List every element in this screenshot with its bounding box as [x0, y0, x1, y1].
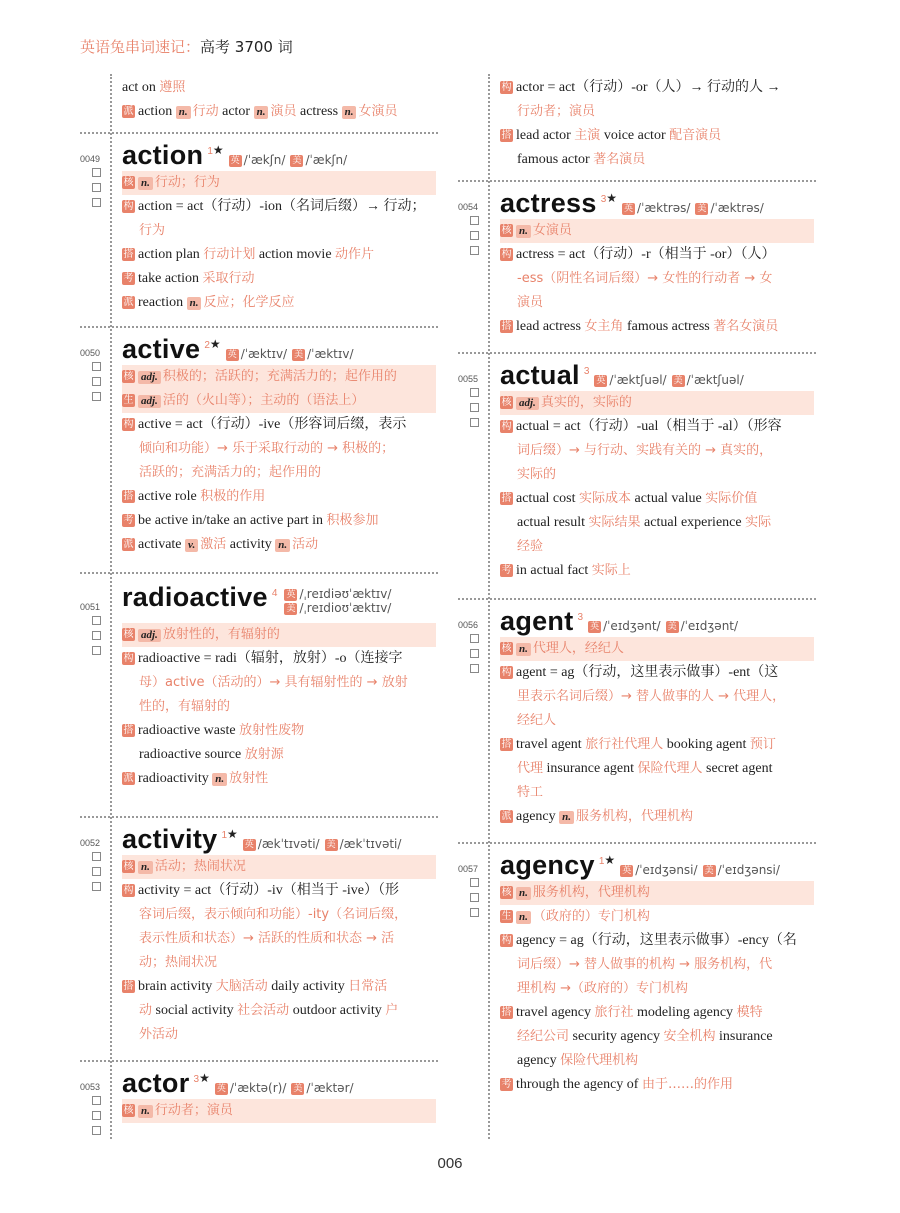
- review-checkboxes[interactable]: [92, 168, 101, 213]
- collocation-line: 搭 radioactive waste 放射性废物: [123, 723, 305, 738]
- headword: active: [122, 334, 201, 364]
- exam-line: 考 in actual fact 实际上: [501, 563, 631, 578]
- structure-line: 经纪人: [517, 713, 557, 728]
- headword: agent: [500, 606, 574, 636]
- core-meaning: 核 n. 活动；热闹状况: [122, 855, 436, 879]
- core-meaning: 核 n. 行动者；演员: [122, 1099, 436, 1123]
- entry-number: 0050: [80, 348, 101, 358]
- checkbox[interactable]: [92, 362, 101, 371]
- review-checkboxes[interactable]: [470, 634, 479, 679]
- collocation-line: [122, 76, 436, 100]
- entry-number: 0049: [80, 154, 101, 164]
- core-meaning: 核 n. 服务机构，代理机构: [500, 881, 814, 905]
- entry-actor: [80, 1062, 438, 1123]
- tag-deriv: 派: [123, 106, 134, 117]
- entry-number: 0054: [458, 202, 479, 212]
- review-checkboxes[interactable]: [470, 216, 479, 261]
- pron-us: 美 /ˈækʃn/: [292, 153, 348, 167]
- collocation-line: 搭 action plan 行动计划 action movie 动作片: [123, 247, 375, 262]
- headword: actor: [122, 1068, 190, 1098]
- collocation-line: 搭 lead actress 女主角 famous actress 著名女演员: [501, 319, 779, 334]
- entry-number: 0053: [80, 1082, 101, 1092]
- core-meaning: 核 adj. 积极的；活跃的；充满活力的；起作用的: [122, 365, 436, 389]
- pron-uk: 英 /ækˈtɪvəti/: [244, 837, 320, 851]
- pos-label: n.: [176, 106, 191, 119]
- collocation-line: famous actor 著名演员: [517, 152, 646, 167]
- checkbox[interactable]: [92, 616, 101, 625]
- checkbox[interactable]: [92, 183, 101, 192]
- structure-line: 性的，有辐射的: [139, 699, 231, 714]
- collocation-line: actual result 实际结果 actual experience 实际: [517, 515, 772, 530]
- headword: actual: [500, 360, 580, 390]
- pron-uk: 英 /ˌreɪdiəʊˈæktɪv/: [286, 587, 392, 601]
- headword-line: [122, 1068, 436, 1099]
- series-name: 英语兔串词速记：: [80, 38, 201, 56]
- pos-label: n.: [254, 106, 269, 119]
- checkbox[interactable]: [92, 1111, 101, 1120]
- frequency: 3: [583, 366, 590, 377]
- phrase-cn: 遵照: [159, 80, 186, 95]
- structure-line: 构 radioactive = radi（辐射，放射）-o（连接字: [123, 651, 403, 666]
- pron-us: 美 /ˈæktər/: [293, 1081, 354, 1095]
- derivative-line: 派 reaction n. 反应；化学反应: [123, 295, 295, 310]
- pron-us: 美 /ˈæktɪv/: [294, 347, 354, 361]
- structure-line: 倾向和功能）→ 乐于采取行动的 → 积极的；: [139, 441, 395, 456]
- frequency: 4: [271, 588, 278, 599]
- headword-line: [122, 582, 436, 623]
- headword-line: [122, 140, 436, 171]
- collocation-line: 代理 insurance agent 保险代理人 secret agent: [517, 761, 773, 776]
- headword: radioactive: [122, 582, 268, 612]
- checkbox[interactable]: [470, 664, 479, 673]
- pron-us: 美 /ˈæktrəs/: [697, 201, 764, 215]
- entry-number: 0051: [80, 602, 101, 612]
- checkbox[interactable]: [470, 216, 479, 225]
- review-checkboxes[interactable]: [92, 852, 101, 897]
- review-checkboxes[interactable]: [92, 1096, 101, 1141]
- collocation-line: 搭 travel agent 旅行社代理人 booking agent 预订: [501, 737, 776, 752]
- deriv-cn: 女演员: [358, 104, 398, 119]
- entry-actor-continued: [458, 74, 816, 180]
- structure-line: 实际的: [517, 467, 557, 482]
- frequency: 1★: [207, 143, 224, 157]
- collocation-line: 动 social activity 社会活动 outdoor activity 户: [139, 1003, 399, 1018]
- deriv-word: actress: [299, 104, 339, 119]
- entry-activity: [80, 818, 438, 1060]
- entry-number: 0055: [458, 374, 479, 384]
- tag-core: 核: [123, 177, 134, 188]
- structure-line: 行为: [139, 223, 166, 238]
- pron-uk: 英 /ˈeɪdʒənsi/: [622, 863, 698, 877]
- checkbox[interactable]: [470, 418, 479, 427]
- checkbox[interactable]: [470, 878, 479, 887]
- headword-line: [500, 850, 814, 881]
- headword-line: [500, 606, 814, 637]
- entry-agent: [458, 600, 816, 842]
- entry-radioactive: [80, 574, 438, 816]
- checkbox[interactable]: [470, 246, 479, 255]
- structure-line: 动；热闹状况: [139, 955, 218, 970]
- checkbox[interactable]: [92, 377, 101, 386]
- headword: agency: [500, 850, 595, 880]
- review-checkboxes[interactable]: [92, 616, 101, 661]
- checkbox[interactable]: [92, 867, 101, 876]
- checkbox[interactable]: [92, 852, 101, 861]
- frequency: 3: [577, 612, 584, 623]
- page-number: 006: [437, 1155, 463, 1172]
- pron-uk: 英 /ˈæktɪv/: [227, 347, 288, 361]
- core-meaning: 核 n. 行动；行为: [122, 171, 436, 195]
- book-title: 高考 3700 词: [200, 38, 293, 56]
- pron-uk: 英 /ˈæktrəs/: [624, 201, 691, 215]
- frequency: 3★: [193, 1071, 210, 1085]
- structure-line: 里表示名词后缀）→ 替人做事的人 → 代理人，: [517, 689, 786, 704]
- core-meaning: 核 adj. 放射性的，有辐射的: [122, 623, 436, 647]
- entry-active: [80, 328, 438, 572]
- headword-line: [122, 824, 436, 855]
- tag-rare: 生: [123, 395, 134, 406]
- derivative-line: [122, 100, 436, 124]
- collocation-line: 经验: [517, 539, 544, 554]
- deriv-word: actor: [222, 104, 251, 119]
- checkbox[interactable]: [92, 1096, 101, 1105]
- tag-exam: 考: [123, 273, 134, 284]
- frequency: 1★: [221, 827, 238, 841]
- structure-line: 构 agency = ag（行动，这里表示做事）-ency（名: [501, 933, 797, 948]
- pron-us: 美 /ˈeɪdʒənt/: [667, 619, 739, 633]
- entry-number: 0056: [458, 620, 479, 630]
- entry-agency: [458, 844, 816, 1097]
- entry-action: [80, 134, 438, 326]
- left-column: [80, 74, 438, 1139]
- frequency: 3★: [600, 191, 618, 205]
- tag-struct: 构: [123, 201, 134, 212]
- pron-us: 美 /ˈæktʃuəl/: [673, 373, 744, 387]
- pron-uk: 英 /ˈeɪdʒənt/: [590, 619, 661, 633]
- structure-line: 表示性质和状态）→ 活跃的性质和状态 → 活: [139, 931, 395, 946]
- checkbox[interactable]: [470, 403, 479, 412]
- collocation-line: 搭 travel agency 旅行社 modeling agency 模特: [501, 1005, 763, 1020]
- pron-uk: 英 /ˈæktʃuəl/: [596, 373, 667, 387]
- pron-uk: 英 /ˈækʃn/: [230, 153, 286, 167]
- review-checkboxes[interactable]: [470, 878, 479, 923]
- structure-line: 活跃的；充满活力的；起作用的: [139, 465, 322, 480]
- headword: actress: [500, 188, 597, 218]
- structure-line: -ess（阴性名词后缀）→ 女性的行动者 → 女: [517, 271, 773, 286]
- pos-label: n.: [342, 106, 357, 119]
- structure-line: 构 actress = act（行动）-r（相当于 -or）（人）: [501, 247, 776, 262]
- structure-line: 词后缀）→ 与行动、实践有关的 → 真实的，: [517, 443, 773, 458]
- right-column: [458, 74, 816, 1139]
- structure-line: 演员: [517, 295, 544, 310]
- checkbox[interactable]: [92, 168, 101, 177]
- collocation-line: radioactive source 放射源: [139, 747, 284, 762]
- structure-line: 构 actor = act（行动）-or（人）→ 行动的人 →: [501, 80, 781, 95]
- exam-line: 考 through the agency of 由于……的作用: [501, 1077, 733, 1092]
- headword: action: [122, 140, 204, 170]
- deriv-word: action: [138, 104, 173, 119]
- pron-us: 美 /ækˈtɪvəti/: [326, 837, 402, 851]
- entry-act-continued: [80, 74, 438, 132]
- collocation-line: 特工: [517, 785, 544, 800]
- checkbox[interactable]: [470, 231, 479, 240]
- headword: activity: [122, 824, 218, 854]
- collocation-line: 经纪公司 security agency 安全机构 insurance: [517, 1029, 773, 1044]
- structure-line: 构 active = act（行动）-ive（形容词后缀，表示: [123, 417, 407, 432]
- headword-line: [122, 334, 436, 365]
- headword-line: [500, 188, 814, 219]
- checkbox[interactable]: [92, 1126, 101, 1135]
- checkbox[interactable]: [470, 634, 479, 643]
- checkbox[interactable]: [92, 198, 101, 207]
- structure-line: 母）active（活动的）→ 具有辐射性的 → 放射: [139, 675, 408, 690]
- checkbox[interactable]: [470, 908, 479, 917]
- structure-line: 构 actual = act（行动）-ual（相当于 -al）（形容: [501, 419, 782, 434]
- checkbox[interactable]: [470, 893, 479, 902]
- checkbox[interactable]: [92, 882, 101, 891]
- structure-line: 容词后缀，表示倾向和功能）-ity（名词后缀，: [139, 907, 408, 922]
- deriv-cn: 演员: [270, 104, 297, 119]
- checkbox[interactable]: [470, 388, 479, 397]
- exam-line: 考 be active in/take an active part in 积极参加: [123, 513, 379, 528]
- core-meaning: 核 n. 女演员: [500, 219, 814, 243]
- entry-number: 0057: [458, 864, 479, 874]
- checkbox[interactable]: [470, 649, 479, 658]
- derivative-line: 派 radioactivity n. 放射性: [123, 771, 269, 786]
- frequency: 2★: [204, 337, 221, 351]
- tag-deriv: 派: [123, 297, 134, 308]
- structure-line: 行动者；演员: [517, 104, 596, 119]
- running-header: [80, 36, 293, 57]
- deriv-cn: 行动: [192, 104, 219, 119]
- collocation-line: 外活动: [139, 1027, 179, 1042]
- structure-line: 理机构 →（政府的）专门机构: [517, 981, 689, 996]
- phrase: act on: [122, 80, 156, 95]
- review-checkboxes[interactable]: [470, 388, 479, 433]
- entry-actual: [458, 354, 816, 598]
- exam-line: 考 take action 采取行动: [123, 271, 255, 286]
- entry-number: 0052: [80, 838, 101, 848]
- checkbox[interactable]: [92, 392, 101, 401]
- pron-us: 美 /ˌreɪdioʊˈæktɪv/: [286, 601, 392, 615]
- collocation-line: agency 保险代理机构: [517, 1053, 639, 1068]
- entry-actress: [458, 182, 816, 352]
- core-meaning: 核 adj. 真实的，实际的: [500, 391, 814, 415]
- tag-collo: 搭: [123, 249, 134, 260]
- pron-us: 美 /ˈeɪdʒənsi/: [704, 863, 780, 877]
- derivative-line: 派 agency n. 服务机构，代理机构: [501, 809, 694, 824]
- rare-meaning: 生 adj. 活的（火山等）；主动的（语法上）: [122, 389, 436, 413]
- structure-line: 构 action = act（行动）-ion（名词后缀）→ 行动；: [123, 199, 426, 214]
- collocation-line: 搭 active role 积极的作用: [123, 489, 266, 504]
- core-meaning: 核 n. 代理人，经纪人: [500, 637, 814, 661]
- collocation-line: 搭 brain activity 大脑活动 daily activity 日常活: [123, 979, 388, 994]
- pron-uk: 英 /ˈæktə(r)/: [216, 1081, 287, 1095]
- derivative-line: 派 activate v. 激活 activity n. 活动: [123, 537, 319, 552]
- structure-line: 构 agent = ag（行动，这里表示做事）-ent（这: [501, 665, 779, 680]
- review-checkboxes[interactable]: [92, 362, 101, 407]
- frequency: 1★: [598, 853, 616, 867]
- rare-meaning: 生 n. （政府的）专门机构: [501, 909, 650, 924]
- structure-line: 构 activity = act（行动）-iv（相当于 -ive）（形: [123, 883, 400, 898]
- headword-line: [500, 360, 814, 391]
- collocation-line: 搭 actual cost 实际成本 actual value 实际价值: [501, 491, 758, 506]
- structure-line: 词后缀）→ 替人做事的机构 → 服务机构，代: [517, 957, 773, 972]
- collocation-line: 搭 lead actor 主演 voice actor 配音演员: [501, 128, 722, 143]
- checkbox[interactable]: [92, 646, 101, 655]
- checkbox[interactable]: [92, 631, 101, 640]
